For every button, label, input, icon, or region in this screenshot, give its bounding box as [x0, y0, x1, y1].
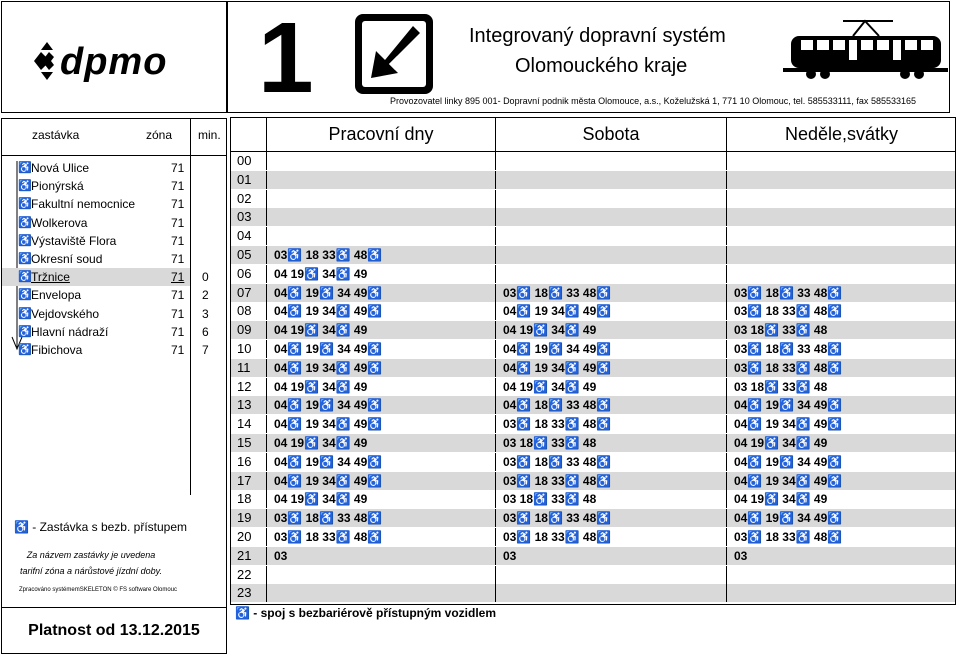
stop-minutes — [202, 232, 222, 250]
timetable-row — [231, 152, 955, 170]
timetable-row — [231, 584, 955, 602]
timetable-row — [231, 284, 955, 302]
tram-icon — [783, 16, 948, 82]
weekday-departures: 04 19♿ 34♿ 49 — [267, 378, 496, 396]
software-credit: Zpracováno systémemSKELETON © FS software Olomouc — [19, 587, 178, 593]
hour-cell: 18 — [231, 490, 267, 508]
column-header-stop: zastávka — [32, 128, 80, 142]
stop-minutes: 6 — [202, 324, 209, 339]
weekday-departures: 03♿ 18♿ 33 48♿ — [267, 509, 496, 527]
sunday-departures: 04♿ 19♿ 34 49♿ — [734, 454, 843, 469]
timetable-row — [231, 528, 955, 546]
sunday-departures: 03 18♿ 33♿ 48 — [734, 323, 828, 338]
stop-row — [2, 286, 190, 304]
hour-cell: 11 — [231, 359, 267, 377]
stop-name: Wolkerova — [31, 215, 88, 230]
saturday-departures: 04 19♿ 34♿ 49 — [496, 321, 727, 339]
sunday-departures — [727, 566, 956, 584]
timetable-row — [231, 227, 955, 245]
stop-zone: 71 — [171, 306, 185, 321]
saturday-departures: 03 — [496, 547, 727, 565]
zone-note: Za názvem zastávky je uvedena tarifní zóna a nárůstové jízdní doby. — [20, 550, 162, 576]
timetable-row — [231, 321, 955, 339]
sunday-departures: 04♿ 19♿ 34 49♿ — [734, 398, 843, 413]
sunday-departures — [727, 227, 956, 245]
column-header-zone: zóna — [146, 128, 173, 142]
hour-cell: 21 — [231, 547, 267, 565]
stop-row — [2, 177, 190, 195]
timetable-row — [231, 265, 955, 283]
saturday-departures — [496, 208, 727, 226]
timetable-row — [231, 453, 955, 471]
saturday-departures — [496, 246, 727, 264]
column-header-saturday: Sobota — [496, 118, 727, 151]
saturday-departures — [496, 566, 727, 584]
stop-name: Fibichova — [31, 343, 83, 357]
weekday-departures: 04♿ 19 34♿ 49♿ — [267, 472, 496, 490]
saturday-departures — [496, 152, 727, 170]
stop-minutes: 0 — [202, 270, 209, 285]
stop-zone: 71 — [171, 324, 185, 339]
weekday-departures: 04♿ 19♿ 34 49♿ — [267, 396, 496, 414]
saturday-departures — [496, 171, 727, 189]
hour-cell: 01 — [231, 171, 267, 189]
sunday-departures: 04♿ 19 34♿ 49♿ — [734, 417, 843, 432]
hour-cell: 15 — [231, 434, 267, 452]
weekday-departures: 04♿ 19♿ 34 49♿ — [267, 340, 496, 358]
saturday-departures: 03♿ 18 33♿ 48♿ — [496, 472, 727, 490]
stop-zone: 71 — [171, 233, 185, 248]
stop-minutes — [202, 214, 222, 232]
sunday-departures: 03♿ 18 33♿ 48♿ — [734, 304, 843, 319]
wheelchair-icon: ♿ — [18, 180, 32, 193]
saturday-departures — [496, 265, 727, 283]
hour-cell: 03 — [231, 208, 267, 226]
weekday-departures: 04♿ 19♿ 34 49♿ — [267, 453, 496, 471]
column-header-min: min. — [198, 128, 221, 142]
timetable-row — [231, 509, 955, 527]
stop-zone: 71 — [171, 179, 185, 194]
stop-zone: 71 — [171, 215, 185, 230]
timetable-row — [231, 378, 955, 396]
saturday-departures: 03♿ 18 33♿ 48♿ — [496, 528, 727, 546]
logo-box — [1, 1, 227, 113]
saturday-departures: 03 18♿ 33♿ 48 — [496, 434, 727, 452]
timetable-row — [231, 190, 955, 208]
stop-row — [2, 214, 190, 232]
saturday-departures: 03 18♿ 33♿ 48 — [496, 490, 727, 508]
timetable-row — [231, 302, 955, 320]
wheelchair-icon: ♿ — [18, 234, 32, 247]
sunday-departures: 04 19♿ 34♿ 49 — [734, 492, 828, 507]
saturday-departures: 03♿ 18♿ 33 48♿ — [496, 453, 727, 471]
timetable-row — [231, 396, 955, 414]
timetable-row — [231, 472, 955, 490]
header-rule — [2, 155, 226, 156]
weekday-departures: 03♿ 18 33♿ 48♿ — [267, 246, 496, 264]
stop-zone: 71 — [171, 288, 185, 303]
stop-row — [2, 250, 190, 268]
stop-row — [2, 159, 190, 177]
wheelchair-icon: ♿ — [18, 162, 32, 174]
hour-cell: 07 — [231, 284, 267, 302]
wheelchair-icon: ♿ — [18, 307, 32, 320]
stop-row — [2, 305, 190, 323]
weekday-departures: 04♿ 19 34♿ 49♿ — [267, 302, 496, 320]
sunday-departures: 04♿ 19♿ 34 49♿ — [734, 511, 843, 526]
hour-cell: 19 — [231, 509, 267, 527]
weekday-departures: 04 19♿ 34♿ 49 — [267, 490, 496, 508]
weekday-departures — [267, 566, 496, 584]
stop-zone: 71 — [171, 343, 185, 357]
hour-cell: 13 — [231, 396, 267, 414]
saturday-departures: 03♿ 18 33♿ 48♿ — [496, 415, 727, 433]
timetable-row — [231, 171, 955, 189]
weekday-departures: 03♿ 18 33♿ 48♿ — [267, 528, 496, 546]
minutes-column-divider — [190, 155, 191, 495]
stop-name: Hlavní nádraží — [31, 324, 109, 339]
saturday-departures: 04♿ 19 34♿ 49♿ — [496, 359, 727, 377]
saturday-departures: 03♿ 18♿ 33 48♿ — [496, 284, 727, 302]
timetable-row — [231, 246, 955, 264]
title-line-1: Integrovaný dopravní systém — [469, 25, 726, 47]
wheelchair-icon: ♿ — [18, 253, 32, 265]
hour-cell: 06 — [231, 265, 267, 283]
sunday-departures: 03 — [734, 548, 748, 563]
stop-row — [2, 268, 190, 286]
timetable-row — [231, 415, 955, 433]
column-header-sunday: Neděle,svátky — [784, 124, 899, 144]
saturday-departures: 04 19♿ 34♿ 49 — [496, 378, 727, 396]
wheelchair-trip-legend: ♿ - spoj s bezbariérově přístupným vozidlem — [235, 606, 496, 620]
stop-row — [2, 323, 190, 341]
line-number: 1 — [258, 2, 314, 114]
saturday-departures: 04♿ 19 34♿ 49♿ — [496, 302, 727, 320]
wheelchair-legend: ♿ - Zastávka s bezb. přístupem — [14, 520, 188, 534]
sunday-departures — [727, 208, 956, 226]
weekday-departures: 04 19♿ 34♿ 49 — [267, 321, 496, 339]
wheelchair-icon: ♿ — [18, 344, 32, 356]
header-divider — [190, 119, 191, 155]
weekday-departures: 04 19♿ 34♿ 49 — [267, 434, 496, 452]
timetable-grid — [230, 117, 956, 605]
sunday-departures: 04♿ 19 34♿ 49♿ — [734, 473, 843, 488]
hour-cell: 20 — [231, 528, 267, 546]
stop-name: Výstaviště Flora — [31, 233, 117, 248]
hour-cell: 00 — [231, 152, 267, 170]
sunday-departures — [727, 171, 956, 189]
stop-row — [2, 232, 190, 250]
weekday-departures: 04♿ 19♿ 34 49♿ — [267, 284, 496, 302]
hour-cell: 14 — [231, 415, 267, 433]
dpmo-logo — [32, 38, 202, 84]
hour-cell: 08 — [231, 302, 267, 320]
hour-cell: 12 — [231, 378, 267, 396]
sunday-departures — [727, 584, 956, 602]
timetable-row — [231, 490, 955, 508]
hour-cell: 04 — [231, 227, 267, 245]
sunday-departures: 04 19♿ 34♿ 49 — [734, 436, 828, 450]
weekday-departures: 04♿ 19 34♿ 49♿ — [267, 359, 496, 377]
stop-name: Okresní soud — [31, 252, 103, 266]
saturday-departures — [496, 190, 727, 208]
direction-arrow-icon — [353, 12, 435, 96]
sunday-departures: 03 18♿ 33♿ 48 — [734, 379, 828, 394]
hour-cell: 23 — [231, 584, 267, 602]
stop-zone: 71 — [171, 270, 185, 285]
stop-name: Tržnice — [31, 270, 70, 285]
stop-name: Pionýrská — [31, 179, 84, 194]
sunday-departures — [727, 246, 956, 264]
timetable-row — [231, 208, 955, 226]
column-header-hour — [231, 118, 267, 151]
stop-name: Vejdovského — [31, 306, 100, 321]
wheelchair-icon: ♿ — [18, 271, 32, 284]
sunday-departures — [727, 152, 956, 170]
weekday-departures — [267, 227, 496, 245]
hour-cell: 22 — [231, 566, 267, 584]
weekday-departures: 04 19♿ 34♿ 49 — [267, 265, 496, 283]
stop-minutes: 7 — [202, 343, 209, 357]
stop-row — [2, 195, 190, 213]
hour-cell: 09 — [231, 321, 267, 339]
sunday-departures: 03♿ 18♿ 33 48♿ — [734, 342, 843, 356]
timetable-row — [231, 434, 955, 452]
stop-minutes: 3 — [202, 306, 209, 321]
saturday-departures: 04♿ 19♿ 34 49♿ — [496, 340, 727, 358]
saturday-departures — [496, 227, 727, 245]
stop-minutes: 2 — [202, 288, 209, 303]
svg-text:dpmo: dpmo — [60, 41, 168, 83]
wheelchair-icon: ♿ — [18, 325, 32, 338]
weekday-departures — [267, 208, 496, 226]
sunday-departures: 03♿ 18 33♿ 48♿ — [734, 360, 843, 375]
stop-zone: 71 — [171, 197, 185, 212]
hour-cell: 05 — [231, 246, 267, 264]
sunday-departures: 03♿ 18 33♿ 48♿ — [734, 530, 843, 544]
sunday-departures: 03♿ 18♿ 33 48♿ — [734, 285, 843, 300]
stops-panel — [1, 118, 227, 654]
wheelchair-icon: ♿ — [18, 198, 32, 211]
validity-date: Platnost od 13.12.2015 — [2, 607, 226, 653]
stop-name: Nová Ulice — [31, 161, 90, 175]
stop-minutes — [202, 159, 222, 177]
weekday-departures: 04♿ 19 34♿ 49♿ — [267, 415, 496, 433]
stop-name: Fakultní nemocnice — [31, 197, 136, 212]
stop-name: Envelopa — [31, 288, 82, 303]
weekday-departures: 03 — [267, 547, 496, 565]
line-header — [227, 1, 950, 113]
sunday-departures — [727, 265, 956, 283]
weekday-departures — [267, 190, 496, 208]
stop-zone: 71 — [171, 161, 185, 175]
hour-cell: 16 — [231, 453, 267, 471]
sunday-departures — [727, 190, 956, 208]
saturday-departures: 04♿ 18♿ 33 48♿ — [496, 396, 727, 414]
column-header-weekdays: Pracovní dny — [267, 118, 496, 151]
weekday-departures — [267, 152, 496, 170]
stop-minutes — [202, 250, 222, 268]
wheelchair-icon: ♿ — [18, 289, 32, 302]
weekday-departures — [267, 171, 496, 189]
hour-cell: 02 — [231, 190, 267, 208]
timetable-row — [231, 547, 955, 565]
stop-minutes — [202, 177, 222, 195]
timetable-row — [231, 566, 955, 584]
stop-row — [2, 341, 190, 359]
timetable-row — [231, 340, 955, 358]
wheelchair-icon: ♿ — [18, 216, 32, 229]
stop-zone: 71 — [171, 252, 185, 266]
title-line-2: Olomouckého kraje — [515, 55, 688, 77]
timetable-row — [231, 359, 955, 377]
stop-minutes — [202, 195, 222, 213]
saturday-departures: 03♿ 18♿ 33 48♿ — [496, 509, 727, 527]
weekday-departures — [267, 584, 496, 602]
saturday-departures — [496, 584, 727, 602]
operator-info: Provozovatel linky 895 001- Dopravní podnik města Olomouce, a.s., Koželužská 1, 771 10 Olomouc, tel. 585533111, fax 585533165 — [390, 96, 916, 106]
hour-cell: 17 — [231, 472, 267, 490]
hour-cell: 10 — [231, 340, 267, 358]
